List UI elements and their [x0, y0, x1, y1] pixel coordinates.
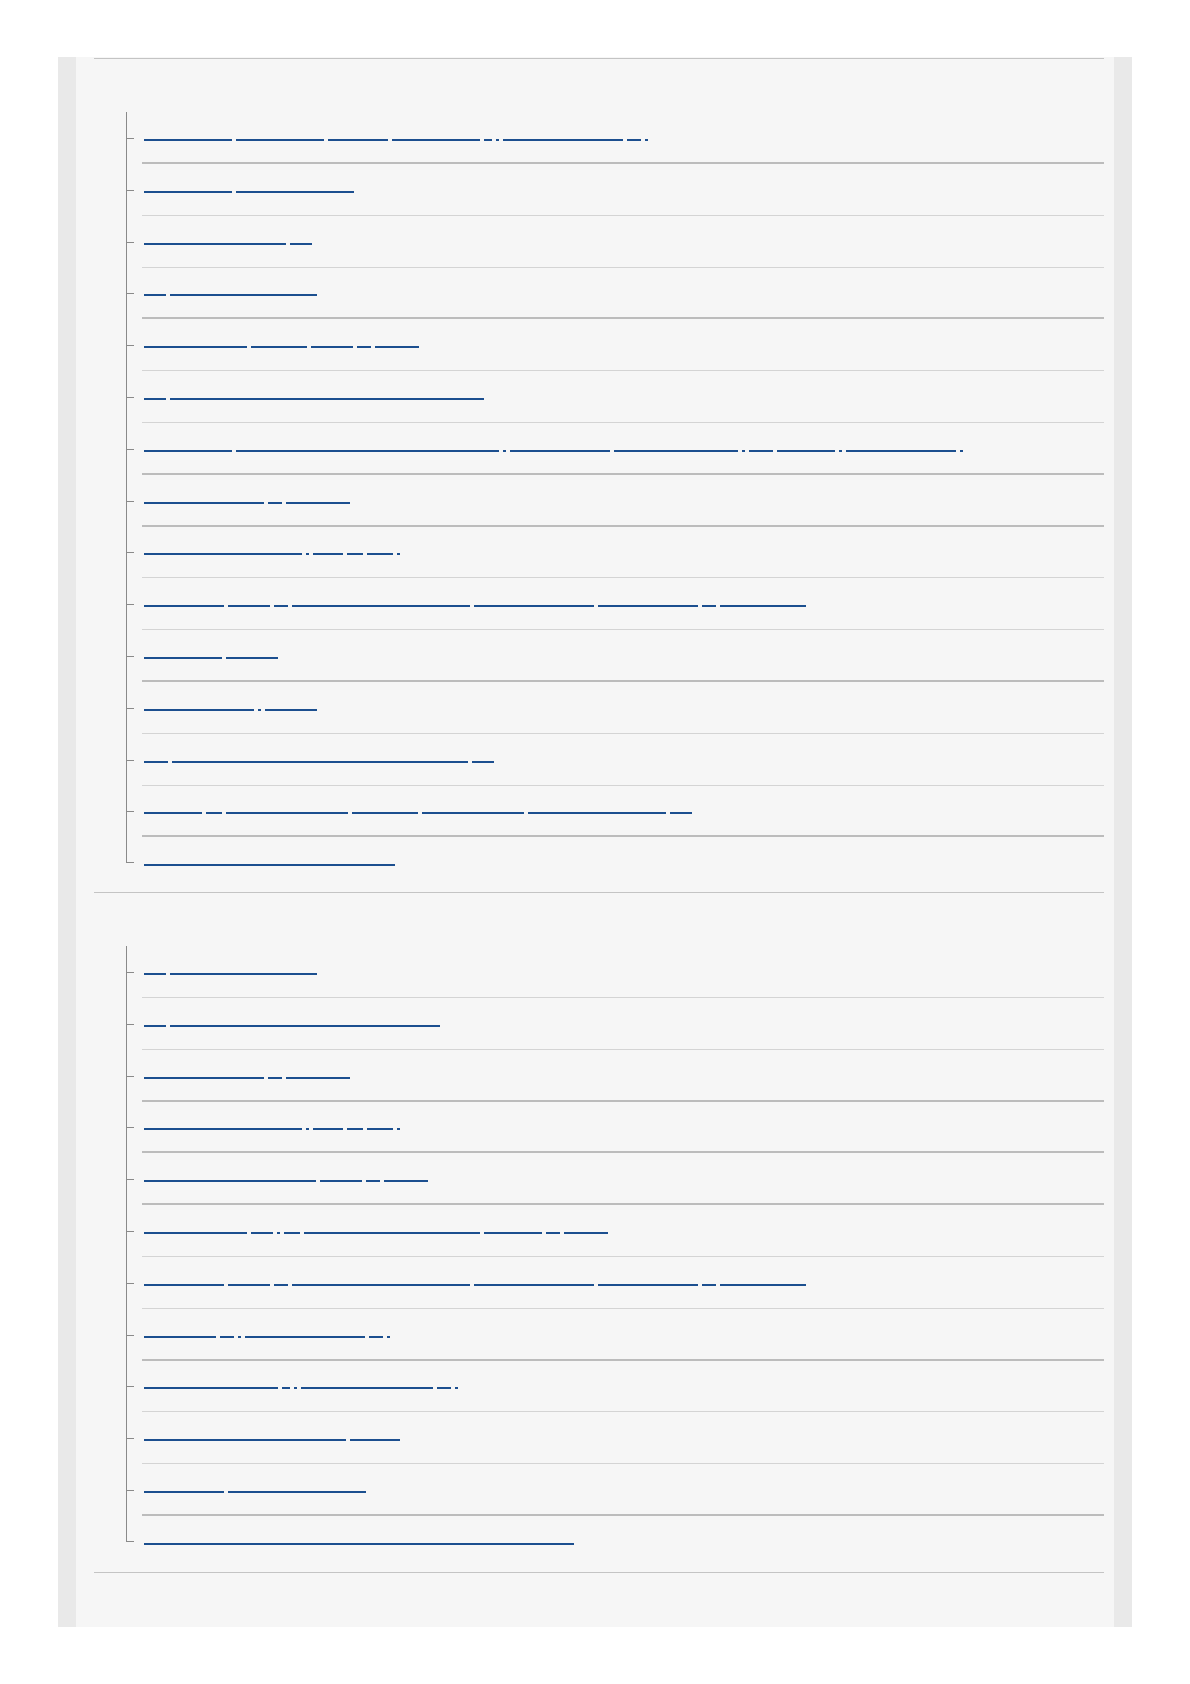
link-underline-segment [357, 346, 371, 348]
tree-branch [126, 449, 134, 450]
toc-link[interactable] [144, 235, 316, 245]
link-underline-segment [144, 1284, 224, 1286]
link-underline-segment [546, 1232, 560, 1234]
link-underline-segment [286, 502, 350, 504]
link-underline-segment [474, 605, 594, 607]
list-item [126, 1050, 1104, 1102]
link-underline-segment [742, 450, 745, 452]
list-item [126, 267, 1104, 319]
toc-link[interactable] [144, 1328, 394, 1338]
toc-link[interactable] [144, 338, 423, 348]
bottom-divider [94, 1572, 1104, 1573]
link-underline-segment [274, 605, 288, 607]
link-underline-segment [144, 605, 224, 607]
tree-branch [126, 862, 134, 863]
link-underline-segment [144, 657, 222, 659]
toc-link[interactable] [144, 597, 810, 607]
list-item [126, 423, 1104, 475]
link-underline-segment [720, 605, 806, 607]
link-underline-segment [352, 812, 418, 814]
toc-link[interactable] [144, 1431, 404, 1441]
toc-link[interactable] [144, 1120, 404, 1130]
list-item [126, 1153, 1104, 1205]
toc-link[interactable] [144, 701, 321, 711]
link-underline-segment [170, 398, 484, 400]
link-underline-segment [277, 1232, 280, 1234]
document-page [58, 57, 1132, 1627]
link-underline-segment [144, 1232, 247, 1234]
link-underline-segment [144, 398, 166, 400]
list-item [126, 682, 1104, 734]
link-underline-segment [144, 812, 202, 814]
tree-branch [126, 1283, 134, 1284]
link-underline-segment [960, 450, 963, 452]
link-underline-segment [397, 553, 400, 555]
link-underline-segment [384, 1180, 428, 1182]
link-underline-segment [226, 657, 278, 659]
link-underline-segment [702, 1284, 716, 1286]
link-underline-segment [347, 1128, 363, 1130]
page-content [76, 57, 1114, 1627]
tree-branch [126, 501, 134, 502]
toc-link[interactable] [144, 442, 967, 452]
link-underline-segment [301, 1387, 433, 1389]
link-underline-segment [564, 1232, 608, 1234]
list-item [126, 1412, 1104, 1464]
toc-link[interactable] [144, 1379, 462, 1389]
tree-branch [126, 708, 134, 709]
link-underline-segment [144, 346, 247, 348]
link-underline-segment [144, 553, 302, 555]
list-item [126, 1309, 1104, 1361]
link-underline-segment [484, 139, 492, 141]
toc-link[interactable] [144, 753, 498, 763]
link-underline-segment [472, 761, 494, 763]
list-item [126, 216, 1104, 268]
tree-branch [126, 656, 134, 657]
link-underline-segment [144, 709, 254, 711]
list-item [126, 319, 1104, 371]
link-underline-segment [290, 243, 312, 245]
link-underline-segment [251, 1232, 273, 1234]
link-underline-segment [144, 1491, 224, 1493]
link-underline-segment [369, 1336, 383, 1338]
link-underline-segment [144, 139, 232, 141]
list-item [126, 1205, 1104, 1257]
link-underline-segment [170, 973, 317, 975]
tree-branch [126, 760, 134, 761]
link-underline-segment [144, 1128, 302, 1130]
link-underline-segment [292, 1284, 470, 1286]
link-underline-segment [366, 1180, 380, 1182]
toc-link[interactable] [144, 965, 321, 975]
link-underline-segment [375, 346, 419, 348]
link-underline-segment [367, 553, 393, 555]
link-underline-segment [598, 1284, 698, 1286]
link-underline-segment [228, 1491, 366, 1493]
toc-link[interactable] [144, 804, 696, 814]
tree-branch [126, 1490, 134, 1491]
link-underline-segment [144, 761, 168, 763]
link-underline-segment [645, 139, 648, 141]
toc-link[interactable] [144, 1172, 432, 1182]
link-underline-segment [670, 812, 692, 814]
tree-branch [126, 811, 134, 812]
list-item [126, 630, 1104, 682]
link-underline-segment [206, 812, 222, 814]
link-underline-segment [304, 1232, 480, 1234]
link-underline-segment [172, 761, 468, 763]
link-underline-segment [170, 1025, 440, 1027]
link-underline-segment [503, 450, 506, 452]
link-underline-segment [306, 553, 309, 555]
list-item [126, 785, 1104, 837]
tree-branch [126, 1024, 134, 1025]
link-underline-segment [144, 243, 286, 245]
toc-link[interactable] [144, 545, 404, 555]
link-underline-segment [598, 605, 698, 607]
link-underline-segment [387, 1336, 390, 1338]
link-underline-segment [144, 1180, 316, 1182]
link-underline-segment [292, 605, 470, 607]
link-underline-segment [144, 1025, 166, 1027]
link-underline-segment [258, 709, 261, 711]
toc-link[interactable] [144, 1017, 444, 1027]
link-underline-segment [220, 1336, 234, 1338]
link-underline-segment [282, 1387, 290, 1389]
toc-link[interactable] [144, 1224, 612, 1234]
toc-link[interactable] [144, 131, 652, 141]
tree-branch [126, 552, 134, 553]
link-underline-segment [496, 139, 499, 141]
link-underline-segment [236, 191, 354, 193]
link-underline-segment [839, 450, 842, 452]
link-underline-segment [510, 450, 610, 452]
toc-link[interactable] [144, 1276, 810, 1286]
link-underline-segment [392, 139, 480, 141]
link-underline-segment [397, 1128, 400, 1130]
list-item [126, 578, 1104, 630]
list-item [126, 1257, 1104, 1309]
tree-branch [126, 1541, 134, 1542]
list-item [126, 1360, 1104, 1412]
tree-branch [126, 604, 134, 605]
tree-branch [126, 293, 134, 294]
tree-branch [126, 1127, 134, 1128]
link-underline-segment [226, 812, 348, 814]
link-underline-segment [347, 553, 363, 555]
link-underline-segment [238, 1336, 241, 1338]
link-underline-segment [144, 973, 166, 975]
link-underline-segment [720, 1284, 806, 1286]
toc-link[interactable] [144, 1069, 354, 1079]
list-item [126, 946, 1104, 998]
list-item [126, 837, 1104, 889]
top-divider [94, 58, 1104, 59]
list-item [126, 1101, 1104, 1153]
link-underline-segment [144, 1439, 346, 1441]
link-underline-segment [265, 709, 317, 711]
link-underline-segment [294, 1387, 297, 1389]
link-underline-segment [251, 346, 307, 348]
tree-branch [126, 397, 134, 398]
link-underline-segment [422, 812, 524, 814]
link-underline-segment [437, 1387, 451, 1389]
link-underline-segment [268, 1077, 282, 1079]
list-item [126, 164, 1104, 216]
tree-branch [126, 138, 134, 139]
link-underline-segment [474, 1284, 594, 1286]
tree-branch [126, 1335, 134, 1336]
link-underline-segment [455, 1387, 458, 1389]
list-item [126, 371, 1104, 423]
link-underline-segment [144, 502, 264, 504]
link-underline-segment [236, 450, 499, 452]
link-underline-segment [144, 1387, 278, 1389]
link-underline-segment [170, 294, 317, 296]
toc-link[interactable] [144, 390, 488, 400]
link-underline-segment [627, 139, 641, 141]
list-item [126, 526, 1104, 578]
link-underline-segment [306, 1128, 309, 1130]
link-underline-segment [777, 450, 835, 452]
tree-branch [126, 190, 134, 191]
tree-branch [126, 1076, 134, 1077]
toc-link[interactable] [144, 494, 354, 504]
link-underline-segment [702, 605, 716, 607]
list-item [126, 475, 1104, 527]
link-underline-segment [144, 191, 232, 193]
link-underline-segment [144, 1543, 574, 1545]
link-underline-segment [749, 450, 773, 452]
link-underline-segment [245, 1336, 365, 1338]
link-underline-segment [284, 1232, 300, 1234]
toc-link[interactable] [144, 183, 358, 193]
section-divider [94, 892, 1104, 893]
link-underline-segment [286, 1077, 350, 1079]
link-underline-segment [144, 294, 166, 296]
link-underline-segment [236, 139, 324, 141]
tree-branch [126, 972, 134, 973]
link-underline-segment [313, 553, 343, 555]
toc-link[interactable] [144, 1483, 370, 1493]
link-underline-segment [528, 812, 666, 814]
link-underline-segment [614, 450, 738, 452]
link-underline-segment [328, 139, 388, 141]
link-underline-segment [228, 605, 270, 607]
link-underline-segment [313, 1128, 343, 1130]
tree-branch [126, 1386, 134, 1387]
list-item [126, 112, 1104, 164]
toc-link[interactable] [144, 649, 282, 659]
tree-branch [126, 1179, 134, 1180]
link-underline-segment [311, 346, 353, 348]
link-underline-segment [503, 139, 623, 141]
tree-branch [126, 242, 134, 243]
tree-branch [126, 1438, 134, 1439]
list-item [126, 1516, 1104, 1568]
link-underline-segment [320, 1180, 362, 1182]
link-underline-segment [367, 1128, 393, 1130]
link-underline-segment [268, 502, 282, 504]
toc-link[interactable] [144, 1535, 578, 1545]
link-underline-segment [144, 1077, 264, 1079]
link-underline-segment [144, 450, 232, 452]
link-underline-segment [846, 450, 956, 452]
link-underline-segment [144, 1336, 216, 1338]
link-underline-segment [274, 1284, 288, 1286]
link-underline-segment [350, 1439, 400, 1441]
link-underline-segment [228, 1284, 270, 1286]
toc-link[interactable] [144, 856, 399, 866]
toc-link[interactable] [144, 286, 321, 296]
list-item [126, 734, 1104, 786]
list-item [126, 1464, 1104, 1516]
list-item [126, 998, 1104, 1050]
tree-branch [126, 1231, 134, 1232]
tree-branch [126, 345, 134, 346]
link-underline-segment [144, 864, 395, 866]
link-underline-segment [484, 1232, 542, 1234]
